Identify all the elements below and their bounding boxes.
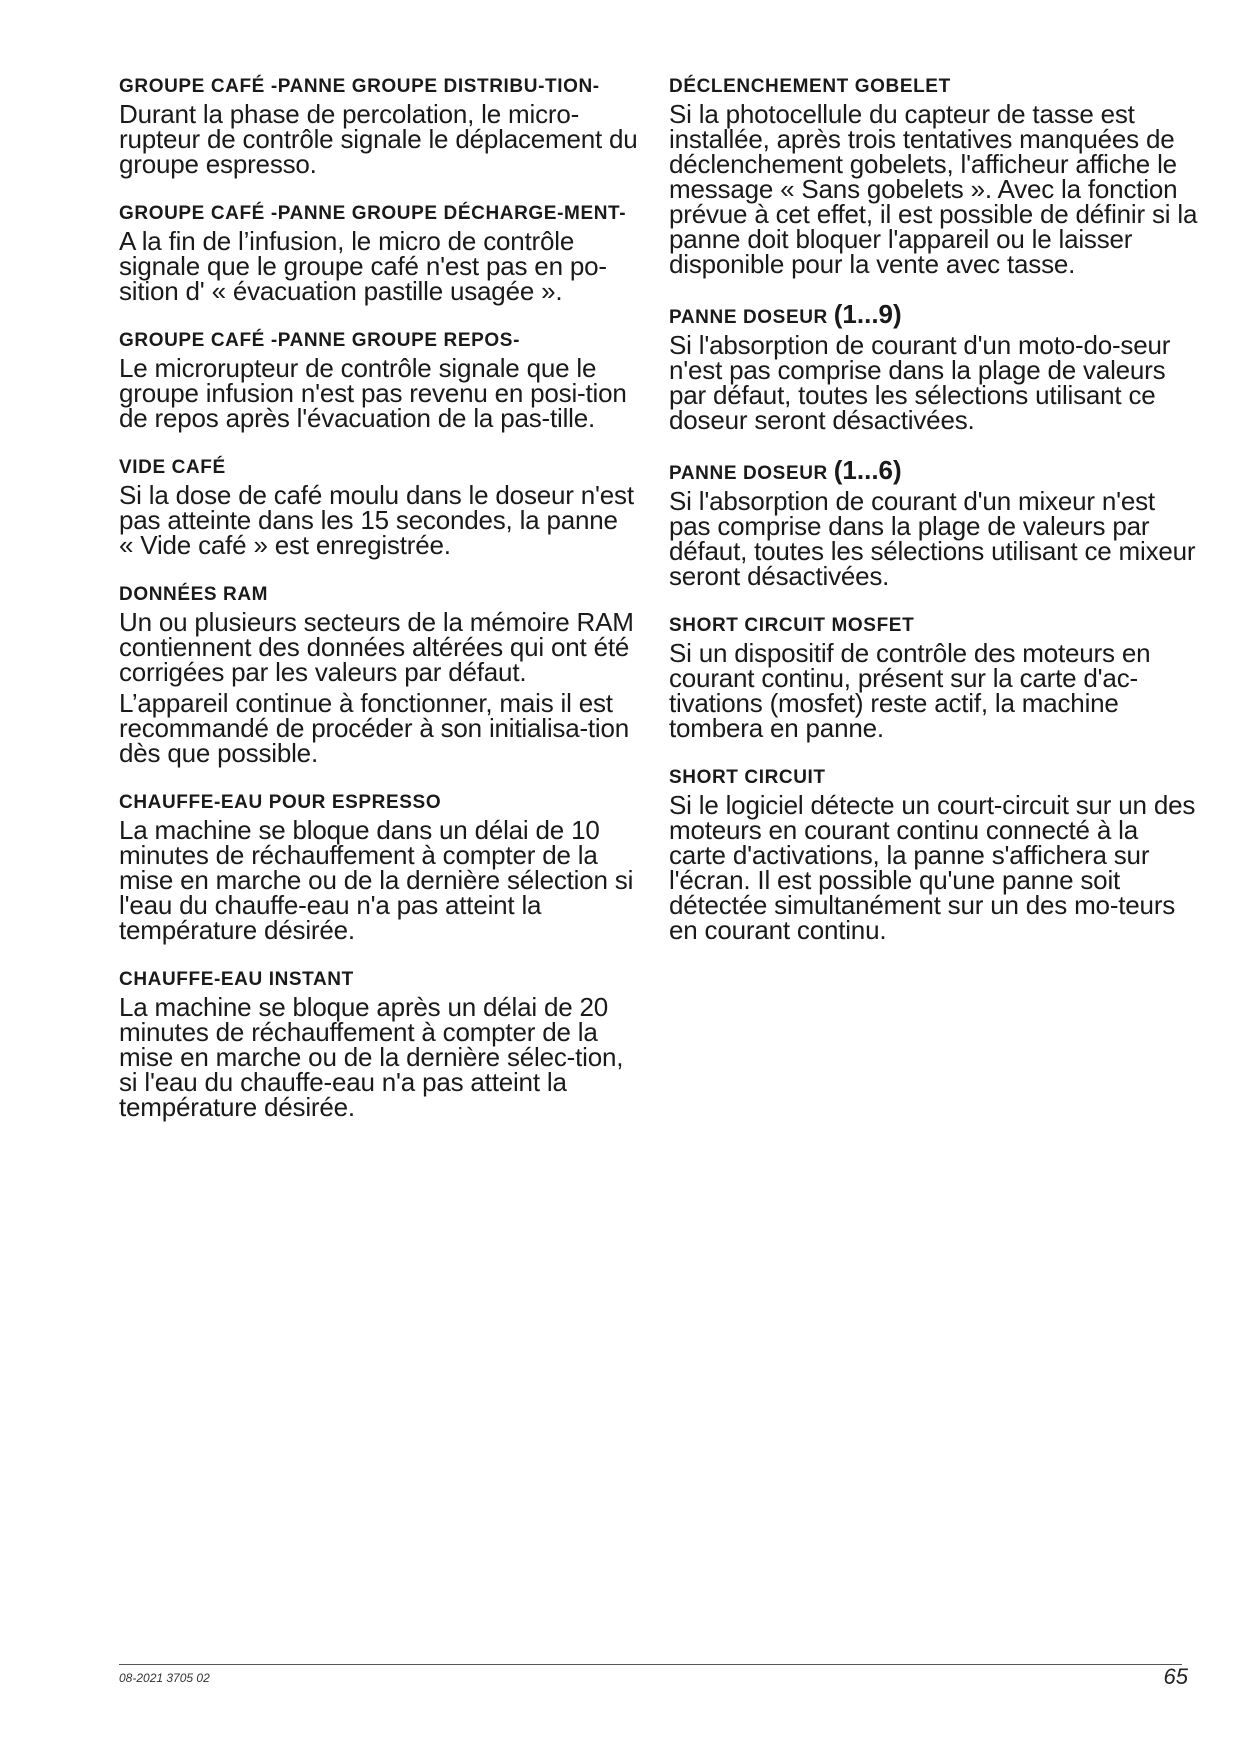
section-paragraph: A la fin de l’infusion, le micro de contrôle signale que le groupe café n'est pas en po-sition d' « évacuation pastille usagée ». (119, 226, 607, 306)
footer-divider (119, 1664, 1182, 1665)
section-heading: DÉCLENCHEMENT GOBELET (669, 76, 951, 97)
section-heading: DONNÉES RAM (119, 584, 269, 605)
section-groupe-cafe-distribution (119, 72, 639, 177)
section-paragraph: La machine se bloque après un délai de 20 minutes de réchauffement à compter de la mise en marche ou de la dernière sélec-tion, si l'eau du chauffe-eau n'a pas atteint la température désirée. (119, 992, 624, 1122)
section-paragraph: L’appareil continue à fonctionner, mais il est recommandé de procéder à son initialisa-tion dès que possible. (119, 688, 630, 768)
section-paragraph: Si un dispositif de contrôle des moteurs en courant continu, présent sur la carte d'ac-tivations (mosfet) reste actif, la machine tombera en panne. (669, 638, 1151, 743)
section-heading: GROUPE CAFÉ -PANNE GROUPE DISTRIBU-TION- (119, 76, 600, 97)
left-column (119, 72, 639, 1142)
section-panne-doseur-1-6 (669, 455, 1199, 589)
section-heading: GROUPE CAFÉ -PANNE GROUPE DÉCHARGE-MENT- (119, 203, 627, 224)
section-heading: GROUPE CAFÉ -PANNE GROUPE REPOS- (119, 330, 520, 351)
section-paragraph: Si l'absorption de courant d'un moto-do-seur n'est pas comprise dans la plage de valeurs par défaut, toutes les sélections utilisant ce doseur seront désactivées. (669, 330, 1171, 435)
section-heading: CHAUFFE-EAU INSTANT (119, 969, 354, 990)
section-heading: CHAUFFE-EAU POUR ESPRESSO (119, 792, 442, 813)
section-groupe-cafe-repos (119, 326, 639, 431)
section-chauffe-eau-espresso (119, 788, 639, 943)
section-paragraph: Si l'absorption de courant d'un mixeur n'est pas comprise dans la plage de valeurs par défaut, toutes les sélections utilisant ce mixeur seront désactivées. (669, 486, 1196, 591)
section-groupe-cafe-dechargement (119, 199, 639, 304)
section-paragraph: Si le logiciel détecte un court-circuit sur un des moteurs en courant continu connecté à la carte d'activations, la panne s'affichera sur l'écran. Il est possible qu'une panne soit détectée simultanément sur un des mo-teurs en courant continu. (669, 790, 1196, 945)
section-heading-range: (1...9) (833, 299, 902, 329)
section-donnees-ram (119, 580, 639, 766)
section-paragraph: Durant la phase de percolation, le micro-rupteur de contrôle signale le déplacement du groupe espresso. (119, 99, 638, 179)
section-heading-range: (1...6) (833, 455, 902, 485)
section-declenchement-gobelet (669, 72, 1199, 277)
section-panne-doseur-1-9 (669, 299, 1199, 433)
section-paragraph: Si la photocellule du capteur de tasse est installée, après trois tentatives manquées de déclenchement gobelets, l'afficheur affiche le message « Sans gobelets ». Avec la fonction prévue à cet effet, il est possible de définir si la panne doit bloquer l'appareil ou le laisser disponible pour la vente avec tasse. (669, 99, 1198, 279)
section-short-circuit-mosfet (669, 611, 1199, 741)
page-number: 65 (1163, 1664, 1188, 1689)
section-short-circuit (669, 763, 1199, 943)
section-paragraph: Un ou plusieurs secteurs de la mémoire RAM contiennent des données altérées qui ont été corrigées par les valeurs par défaut. (119, 607, 634, 687)
section-heading (669, 455, 1199, 489)
right-column (669, 72, 1199, 965)
section-heading-text: PANNE DOSEUR (669, 463, 828, 484)
section-heading: VIDE CAFÉ (119, 457, 226, 478)
section-chauffe-eau-instant (119, 965, 639, 1120)
section-heading: SHORT CIRCUIT MOSFET (669, 615, 915, 636)
section-vide-cafe (119, 453, 639, 558)
section-heading-text: PANNE DOSEUR (669, 307, 828, 328)
section-paragraph: Le microrupteur de contrôle signale que le groupe infusion n'est pas revenu en posi-tion de repos après l'évacuation de la pas-tille. (119, 353, 627, 433)
section-paragraph: Si la dose de café moulu dans le doseur n'est pas atteinte dans les 15 secondes, la panne « Vide café » est enregistrée. (119, 480, 634, 560)
section-heading (669, 299, 1199, 333)
footer-document-code: 08-2021 3705 02 (119, 1671, 210, 1685)
section-paragraph: La machine se bloque dans un délai de 10 minutes de réchauffement à compter de la mise en marche ou de la dernière sélection si l'eau du chauffe-eau n'a pas atteint la température désirée. (119, 815, 634, 945)
section-heading: SHORT CIRCUIT (669, 767, 826, 788)
